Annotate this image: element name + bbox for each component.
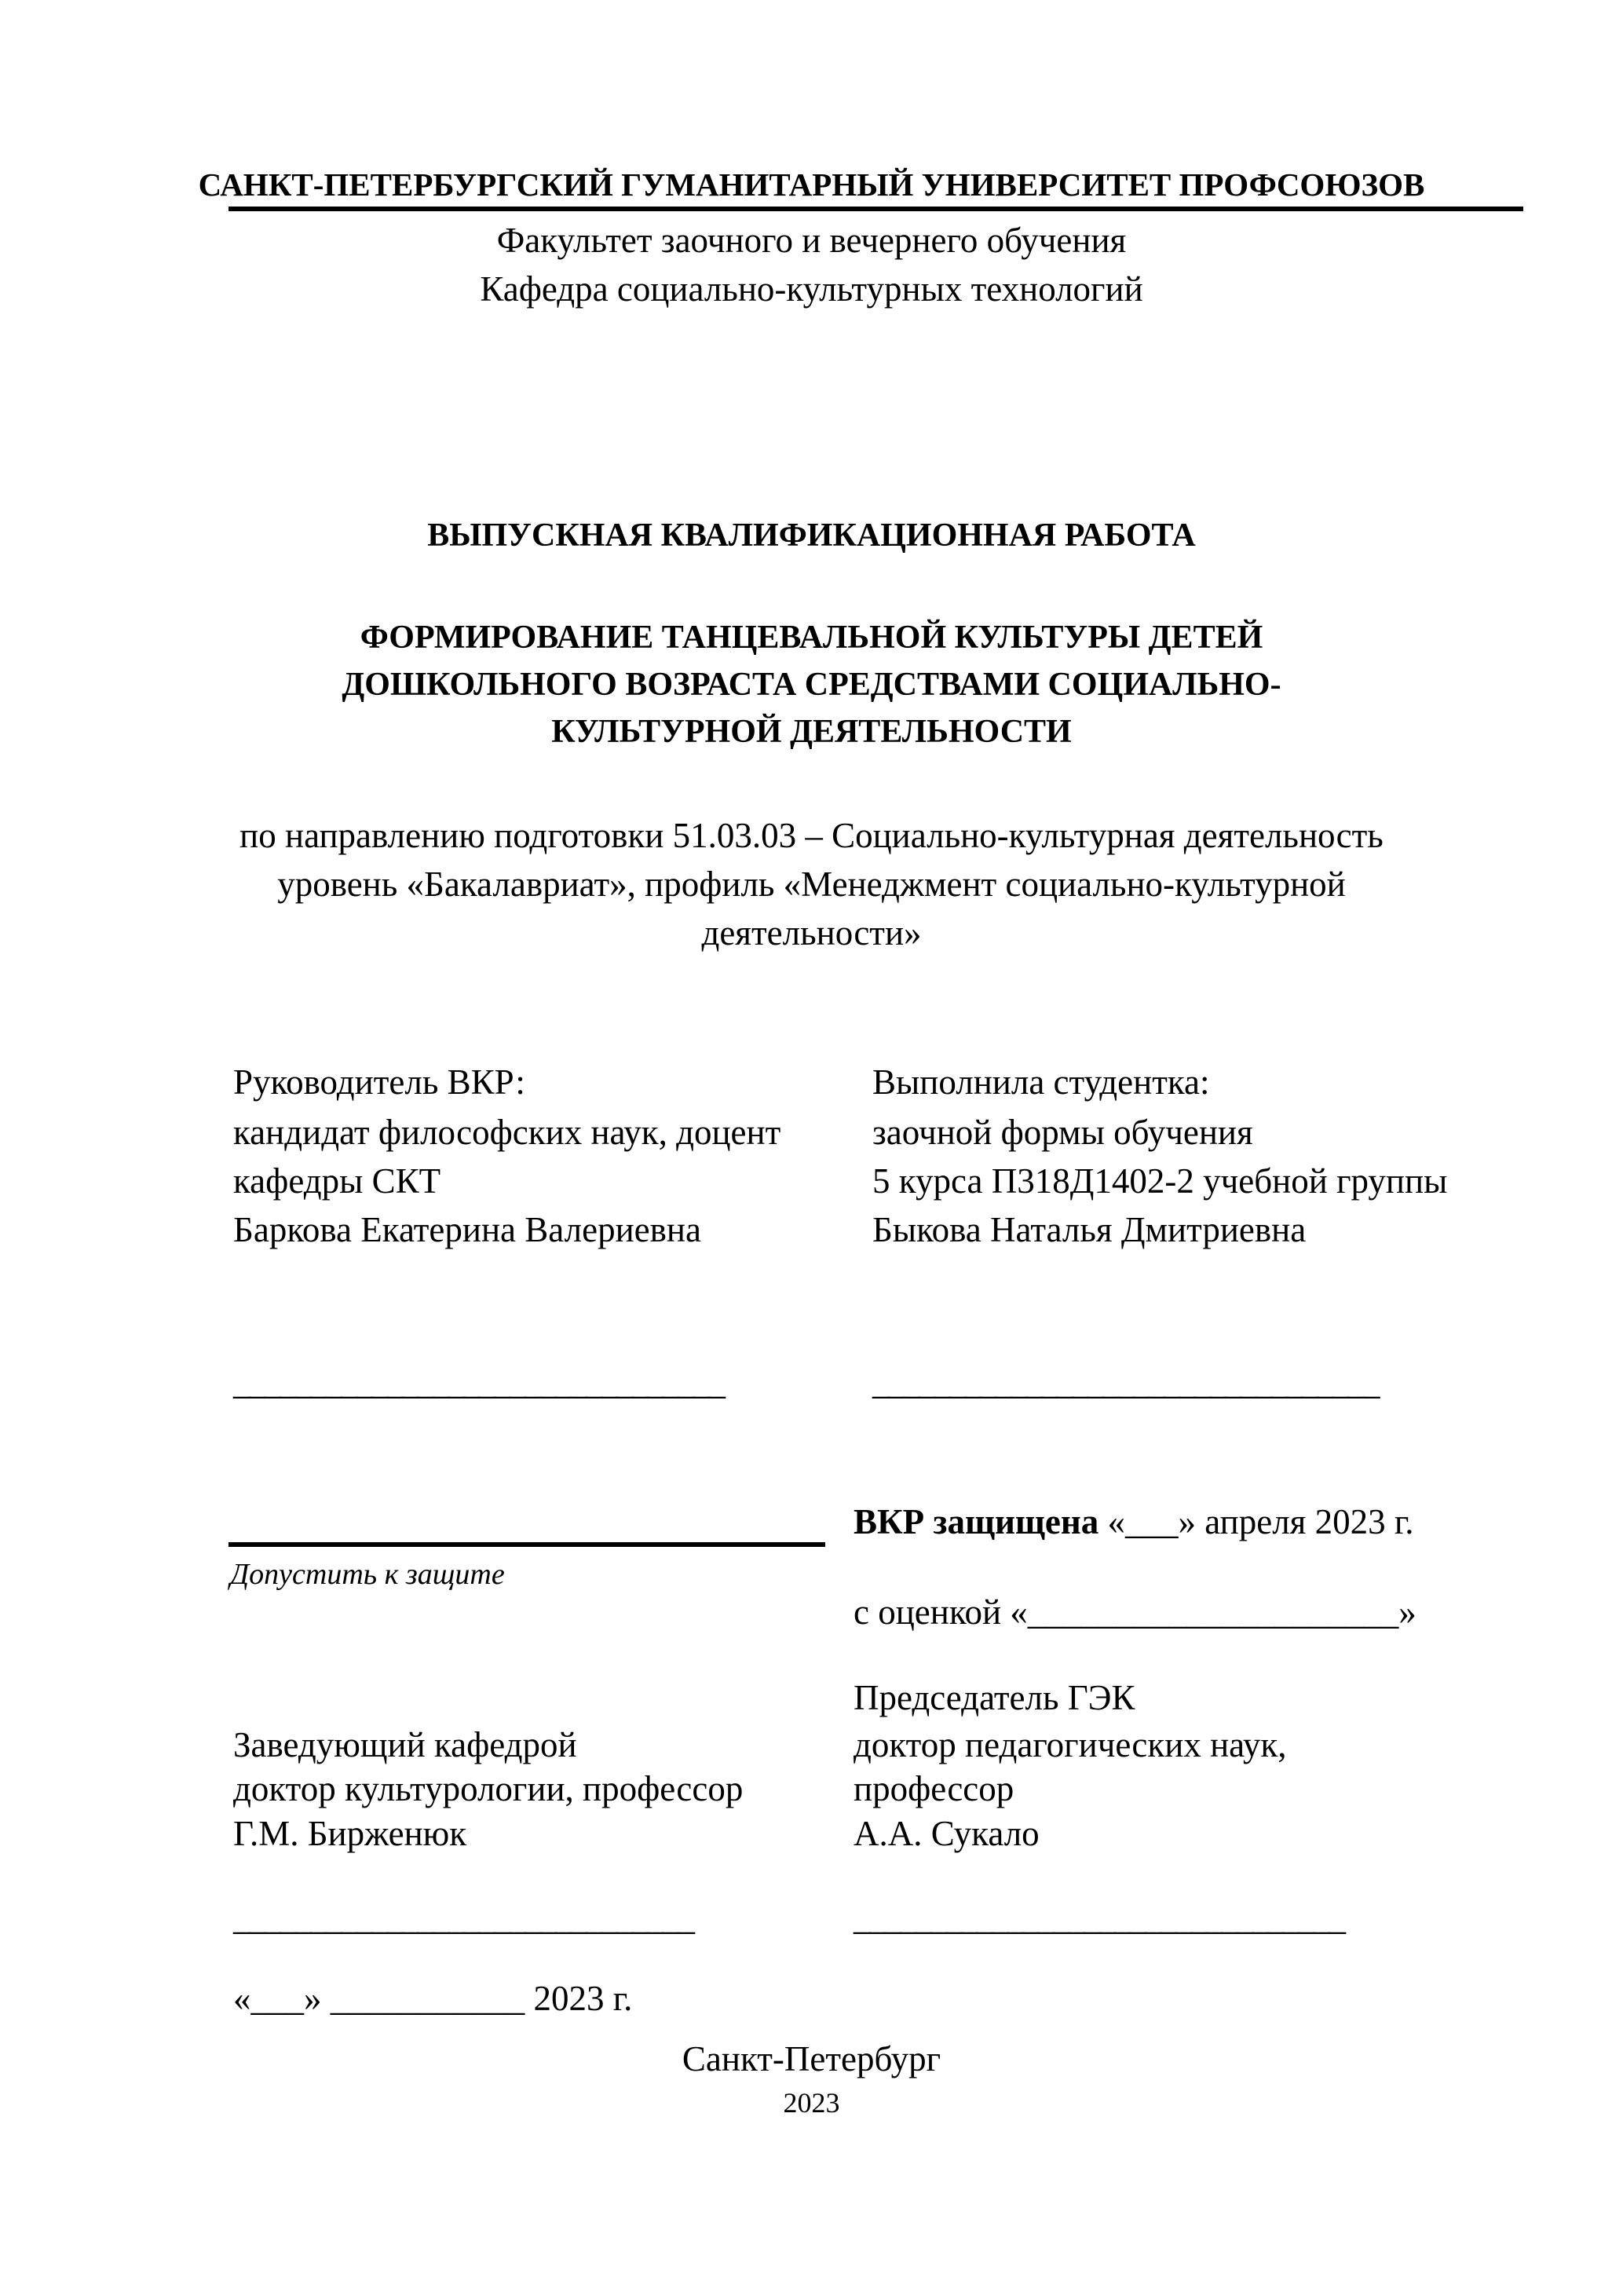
student-line: Быкова Наталья Дмитриевна bbox=[872, 1210, 1307, 1249]
department-name: Кафедра социально-культурных технологий bbox=[480, 269, 1143, 309]
head-line: Г.М. Бирженюк bbox=[233, 1814, 467, 1853]
chairman-line: Председатель ГЭК bbox=[854, 1678, 1135, 1717]
defense-label: ВКР защищена bbox=[854, 1502, 1099, 1541]
supervisor-line: кандидат философских наук, доцент bbox=[233, 1113, 781, 1152]
supervisor-signature-line: ________________________________ bbox=[233, 1362, 723, 1402]
defense-date: «___» апреля 2023 г. bbox=[1098, 1502, 1414, 1541]
head-line: Заведующий кафедрой bbox=[233, 1725, 577, 1764]
head-signature-date: «___» ___________ 2023 г. bbox=[233, 1979, 633, 2018]
admission-label: Допустить к защите bbox=[230, 1558, 505, 1591]
chairman-signature-line: ________________________________ bbox=[854, 1898, 1343, 1937]
faculty-name: Факультет заочного и вечернего обучения bbox=[496, 221, 1127, 260]
university-name: САНКТ-ПЕТЕРБУРГСКИЙ ГУМАНИТАРНЫЙ УНИВЕРСИТЕТ ПРОФСОЮЗОВ bbox=[198, 166, 1425, 203]
year: 2023 bbox=[783, 2087, 840, 2119]
student-line: 5 курса П318Д1402-2 учебной группы bbox=[872, 1161, 1448, 1201]
header-rule bbox=[228, 207, 1523, 211]
supervisor-line: кафедры СКТ bbox=[233, 1161, 441, 1201]
supervisor-line: Руководитель ВКР: bbox=[233, 1062, 525, 1102]
work-type: ВЫПУСКНАЯ КВАЛИФИКАЦИОННАЯ РАБОТА bbox=[427, 517, 1196, 554]
admission-signature-rule bbox=[228, 1542, 825, 1547]
student-line: заочной формы обучения bbox=[872, 1113, 1253, 1152]
defense-grade: с оценкой «_____________________» bbox=[854, 1592, 1416, 1632]
thesis-title-line: КУЛЬТУРНОЙ ДЕЯТЕЛЬНОСТИ bbox=[551, 714, 1072, 750]
chairman-line: профессор bbox=[854, 1769, 1014, 1808]
direction-line: деятельности» bbox=[701, 913, 922, 952]
student-signature-line: _________________________________ bbox=[872, 1362, 1378, 1402]
chairman-line: А.А. Сукало bbox=[854, 1814, 1040, 1853]
direction-line: уровень «Бакалавриат», профиль «Менеджмент социально-культурной bbox=[277, 865, 1346, 904]
chairman-line: доктор педагогических наук, bbox=[854, 1725, 1287, 1764]
head-signature-line: ______________________________ bbox=[233, 1898, 693, 1937]
direction-line: по направлению подготовки 51.03.03 – Социально-культурная деятельность bbox=[239, 816, 1384, 855]
head-line: доктор культурологии, профессор bbox=[233, 1769, 744, 1808]
student-line: Выполнила студентка: bbox=[872, 1062, 1210, 1102]
thesis-title-line: ФОРМИРОВАНИЕ ТАНЦЕВАЛЬНОЙ КУЛЬТУРЫ ДЕТЕЙ bbox=[360, 620, 1263, 656]
defense-line bbox=[854, 1498, 1414, 1545]
supervisor-line: Баркова Екатерина Валериевна bbox=[233, 1210, 701, 1249]
city: Санкт-Петербург bbox=[682, 2039, 941, 2078]
thesis-title-line: ДОШКОЛЬНОГО ВОЗРАСТА СРЕДСТВАМИ СОЦИАЛЬНО- bbox=[342, 667, 1281, 703]
